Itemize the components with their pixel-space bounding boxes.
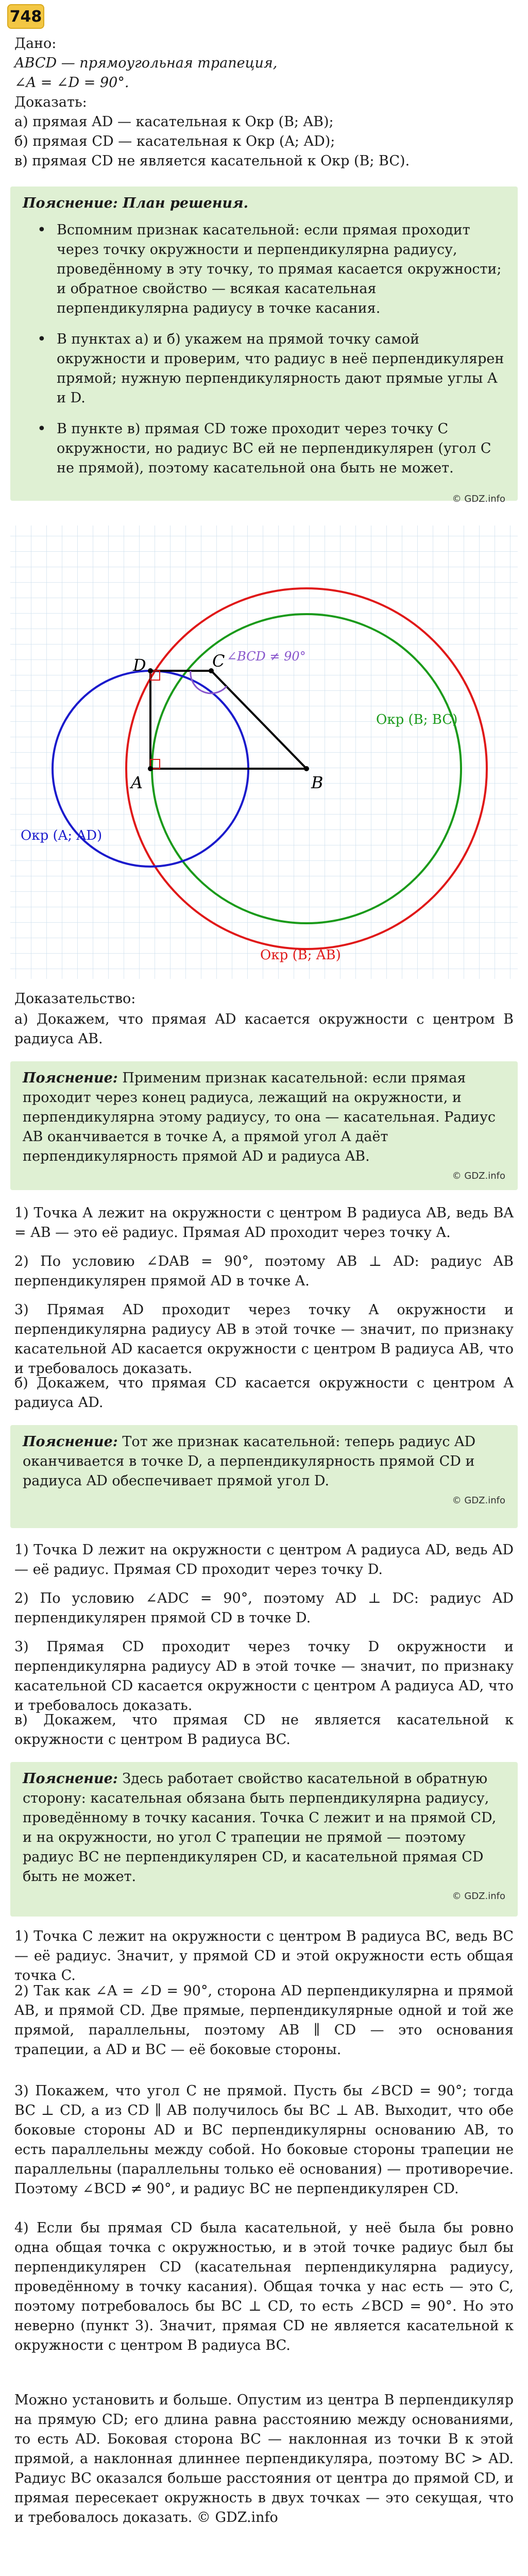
proof-b-intro: б) Докажем, что прямая CD касается окружности с центром A радиуса AD. <box>14 1375 514 1411</box>
problem-number-badge: 748 <box>7 4 44 29</box>
label-circle-red: Окр (B; AB) <box>260 947 341 963</box>
proof-b-2: 2) По условию ∠ADC = 90°, поэтому AD ⊥ DC: радиус AD перпендикулярен прямой CD в точке D. <box>14 1590 514 1626</box>
point-d <box>148 668 153 673</box>
plan-note-head: Пояснение: План решения. <box>23 195 249 211</box>
proof-b-3: 3) Прямая CD проходит через точку D окружности и перпендикулярна радиусу AD в этой точке — значит, по признаку касательной CD касается окружности с центром A радиуса AD, что и требовалось доказать. <box>14 1639 514 1714</box>
note-a-text: Применим признак касательной: если прямая проходит через конец радиуса, лежащий на окружности, и перпендикулярна этому радиусу, то она — касательная. Радиус AB оканчивается в точке A, а прямой угол A даёт перпендикулярность прямой AD и радиуса AB. <box>23 1070 496 1164</box>
note-a-head: Пояснение: <box>23 1070 118 1086</box>
note-c <box>10 1762 518 1917</box>
geometry-figure <box>0 520 528 984</box>
given-line-2: ∠A = ∠D = 90°. <box>14 75 129 91</box>
label-b: B <box>311 773 323 792</box>
label-circle-green: Окр (B; BC) <box>376 712 458 727</box>
point-b <box>304 766 309 771</box>
given-section <box>14 34 514 171</box>
label-c: C <box>212 651 225 671</box>
proof-a-intro: а) Докажем, что прямая AD касается окружности с центром B радиуса AB. <box>14 1011 514 1047</box>
note-b <box>10 1425 518 1528</box>
gdz-watermark: © GDZ.info <box>452 1495 505 1506</box>
proof-c-1: 1) Точка C лежит на окружности с центром B радиуса BC, ведь BC — её радиус. Значит, у прямой CD и этой окружности есть общая точка C. <box>14 1928 514 1984</box>
prove-b: б) прямая CD — касательная к Окр (A; AD); <box>14 133 335 149</box>
angle-label: ∠BCD ≠ 90° <box>227 649 306 664</box>
proof-a-3: 3) Прямая AD проходит через точку A окружности и перпендикулярна радиусу AB в этой точке — значит, по признаку касательной AD касается окружности с центром B радиуса AB, что и требовалось доказать. <box>14 1302 514 1377</box>
plan-note <box>10 187 518 504</box>
prove-a: а) прямая AD — касательная к Окр (B; AB); <box>14 114 334 130</box>
proof-c-intro: в) Докажем, что прямая CD не является касательной к окружности с центром B радиуса BC. <box>14 1712 514 1748</box>
gdz-watermark: © GDZ.info <box>452 1171 505 1181</box>
label-circle-blue: Окр (A; AD) <box>21 828 103 843</box>
plan-list <box>23 221 505 478</box>
proof-a-1: 1) Точка A лежит на окружности с центром B радиуса AB, ведь BA = AB — это её радиус. Прямая AD проходит через точку A. <box>14 1205 514 1241</box>
proof-c-4: 4) Если бы прямая CD была касательной, у неё была бы ровно одна общая точка с окружностью, и в этой точке радиус был бы перпендикулярен CD (касательная перпендикулярна радиусу, проведённому в точку касания). Общая точка у нас есть — это C, поэтому потребовалось бы BC ⊥ CD, то есть ∠BCD = 90°. Но это неверно (пункт 3). Значит, прямая CD не является касательной к окружности с центром B радиуса BC. <box>14 2220 514 2353</box>
plan-item: • В пункте в) прямая CD тоже проходит через точку C окружности, но радиус BC ей не перпендикулярен (угол C не прямой), поэтому касательной она быть не может. <box>37 419 505 478</box>
note-c-head: Пояснение: <box>23 1771 118 1787</box>
proof-c-5: Можно установить и больше. Опустим из центра B перпендикуляр на прямую CD; его длина равна расстоянию между основаниями, то есть AD. Боковая сторона BC — наклонная из точки B к этой прямой, а наклонная длиннее перпендикуляра, поэтому BC > AD. Радиус BC оказался больше расстояния от центра до прямой CD, и прямая пересекает окружность в двух точках — это секущая, что и требовалось доказать. © GDZ.info <box>14 2392 514 2526</box>
label-a: A <box>131 773 143 792</box>
note-b-head: Пояснение: <box>23 1434 118 1450</box>
proof-title: Доказательство: <box>14 991 136 1007</box>
note-b-text: Тот же признак касательной: теперь радиус AD оканчивается в точке D, а перпендикулярность прямой CD и радиуса AD обеспечивает прямой угол D. <box>23 1434 476 1489</box>
plan-item: • В пунктах а) и б) укажем на прямой точку самой окружности и проверим, что радиус в неё перпендикулярен прямой; нужную перпендикулярность дают прямые углы A и D. <box>37 330 505 408</box>
gdz-watermark: © GDZ.info <box>452 494 505 504</box>
proof-c-2: 2) Так как ∠A = ∠D = 90°, сторона AD перпендикулярна и прямой AB, и прямой CD. Две прямые, перпендикулярные одной и той же прямой, параллельны, поэтому AB ∥ CD — это основания трапеции, а AD и BC — её боковые стороны. <box>14 1983 514 2058</box>
gdz-watermark: © GDZ.info <box>452 1891 505 1902</box>
proof-c-3: 3) Покажем, что угол C не прямой. Пусть бы ∠BCD = 90°; тогда BC ⊥ CD, а из CD ∥ AB получилось бы BC ⊥ AB. Выходит, что обе боковые стороны AD и BC перпендикулярны основанию AB, то есть параллельны между собой. Но боковые стороны трапеции не параллельны (параллельны только её основания) — противоречие. Поэтому ∠BCD ≠ 90°, и радиус BC не перпендикулярен CD. <box>14 2083 514 2197</box>
given-line-1: ABCD — прямоугольная трапеция, <box>14 55 278 71</box>
given-title: Дано: <box>14 36 57 52</box>
note-c-text: Здесь работает свойство касательной в обратную сторону: касательная обязана быть перпендикулярна радиусу, проведённому в точку касания. Точка C лежит и на прямой CD, и на окружности, но угол C трапеции не прямой — поэтому радиус BC не перпендикулярен CD, и касательной прямая CD быть не может. <box>23 1771 497 1885</box>
prove-title: Доказать: <box>14 94 87 110</box>
plan-item: • Вспомним признак касательной: если прямая проходит через точку окружности и перпендикулярна радиусу, проведённому в эту точку, то прямая касается окружности; и обратное свойство — всякая касательная перпендикулярна радиусу в точке касания. <box>37 221 505 318</box>
note-a <box>10 1061 518 1190</box>
proof-b-1: 1) Точка D лежит на окружности с центром A радиуса AD, ведь AD — её радиус. Прямая CD проходит через точку D. <box>14 1542 514 1578</box>
prove-c: в) прямая CD не является касательной к Окр (B; BC). <box>14 153 410 169</box>
point-a <box>148 766 153 771</box>
label-d: D <box>133 655 146 675</box>
proof-a-2: 2) По условию ∠DAB = 90°, поэтому AB ⊥ AD: радиус AB перпендикулярен прямой AD в точке A. <box>14 1253 514 1289</box>
